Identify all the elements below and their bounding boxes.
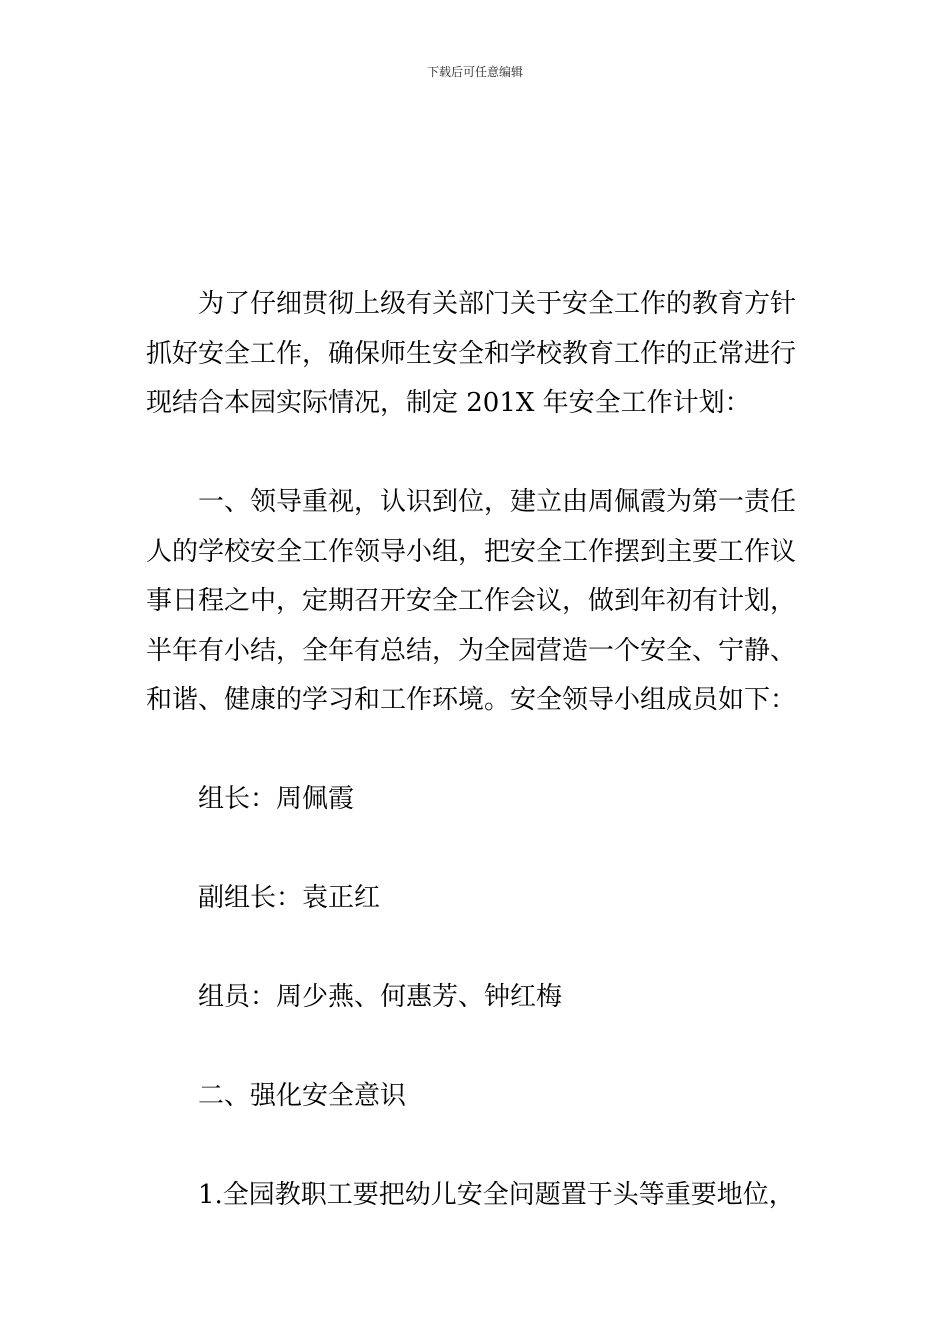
- text-line: 1.全园教职工要把幼儿安全问题置于头等重要地位，: [198, 1180, 795, 1210]
- page-header: 下载后可任意编辑: [426, 65, 523, 79]
- text-line: 组长：周佩霞: [198, 784, 355, 814]
- paragraph-gap: [146, 726, 806, 776]
- text-line: 组员：周少燕、何惠芳、钟红梅: [198, 982, 563, 1012]
- text-line: 人的学校安全工作领导小组，把安全工作摆到主要工作议: [146, 536, 797, 567]
- text-line: 为了仔细贯彻上级有关部门关于安全工作的教育方针: [198, 289, 797, 319]
- text-line: 一、领导重视，认识到位，建立由周佩霞为第一责任: [198, 487, 797, 517]
- text-line: 副组长：袁正红: [198, 883, 381, 913]
- text-line: 二、强化安全意识: [198, 1081, 407, 1111]
- paragraph-section-two-heading: [146, 1072, 806, 1122]
- paragraph-gap: [146, 1023, 806, 1073]
- paragraph-group-leader: [146, 775, 806, 825]
- text-line: 和谐、健康的学习和工作环境。安全领导小组成员如下：: [146, 685, 797, 715]
- paragraph-members: [146, 973, 806, 1023]
- text-line: 事日程之中，定期召开安全工作会议，做到年初有计划，: [146, 586, 797, 616]
- paragraph-deputy-leader: [146, 874, 806, 924]
- paragraph-gap: [146, 924, 806, 974]
- text-line: 现结合本园实际情况，制定 201X 年安全工作计划：: [146, 388, 751, 418]
- paragraph-leadership: [146, 478, 806, 726]
- text-line: 半年有小结，全年有总结，为全园营造一个安全、宁静、: [146, 635, 797, 666]
- document-body: [146, 280, 806, 1221]
- text-line: 抓好安全工作，确保师生安全和学校教育工作的正常进行: [146, 338, 797, 369]
- paragraph-gap: [146, 825, 806, 875]
- paragraph-gap: [146, 1122, 806, 1172]
- paragraph-item-one: [146, 1171, 806, 1221]
- paragraph-gap: [146, 429, 806, 479]
- paragraph-intro: [146, 280, 806, 429]
